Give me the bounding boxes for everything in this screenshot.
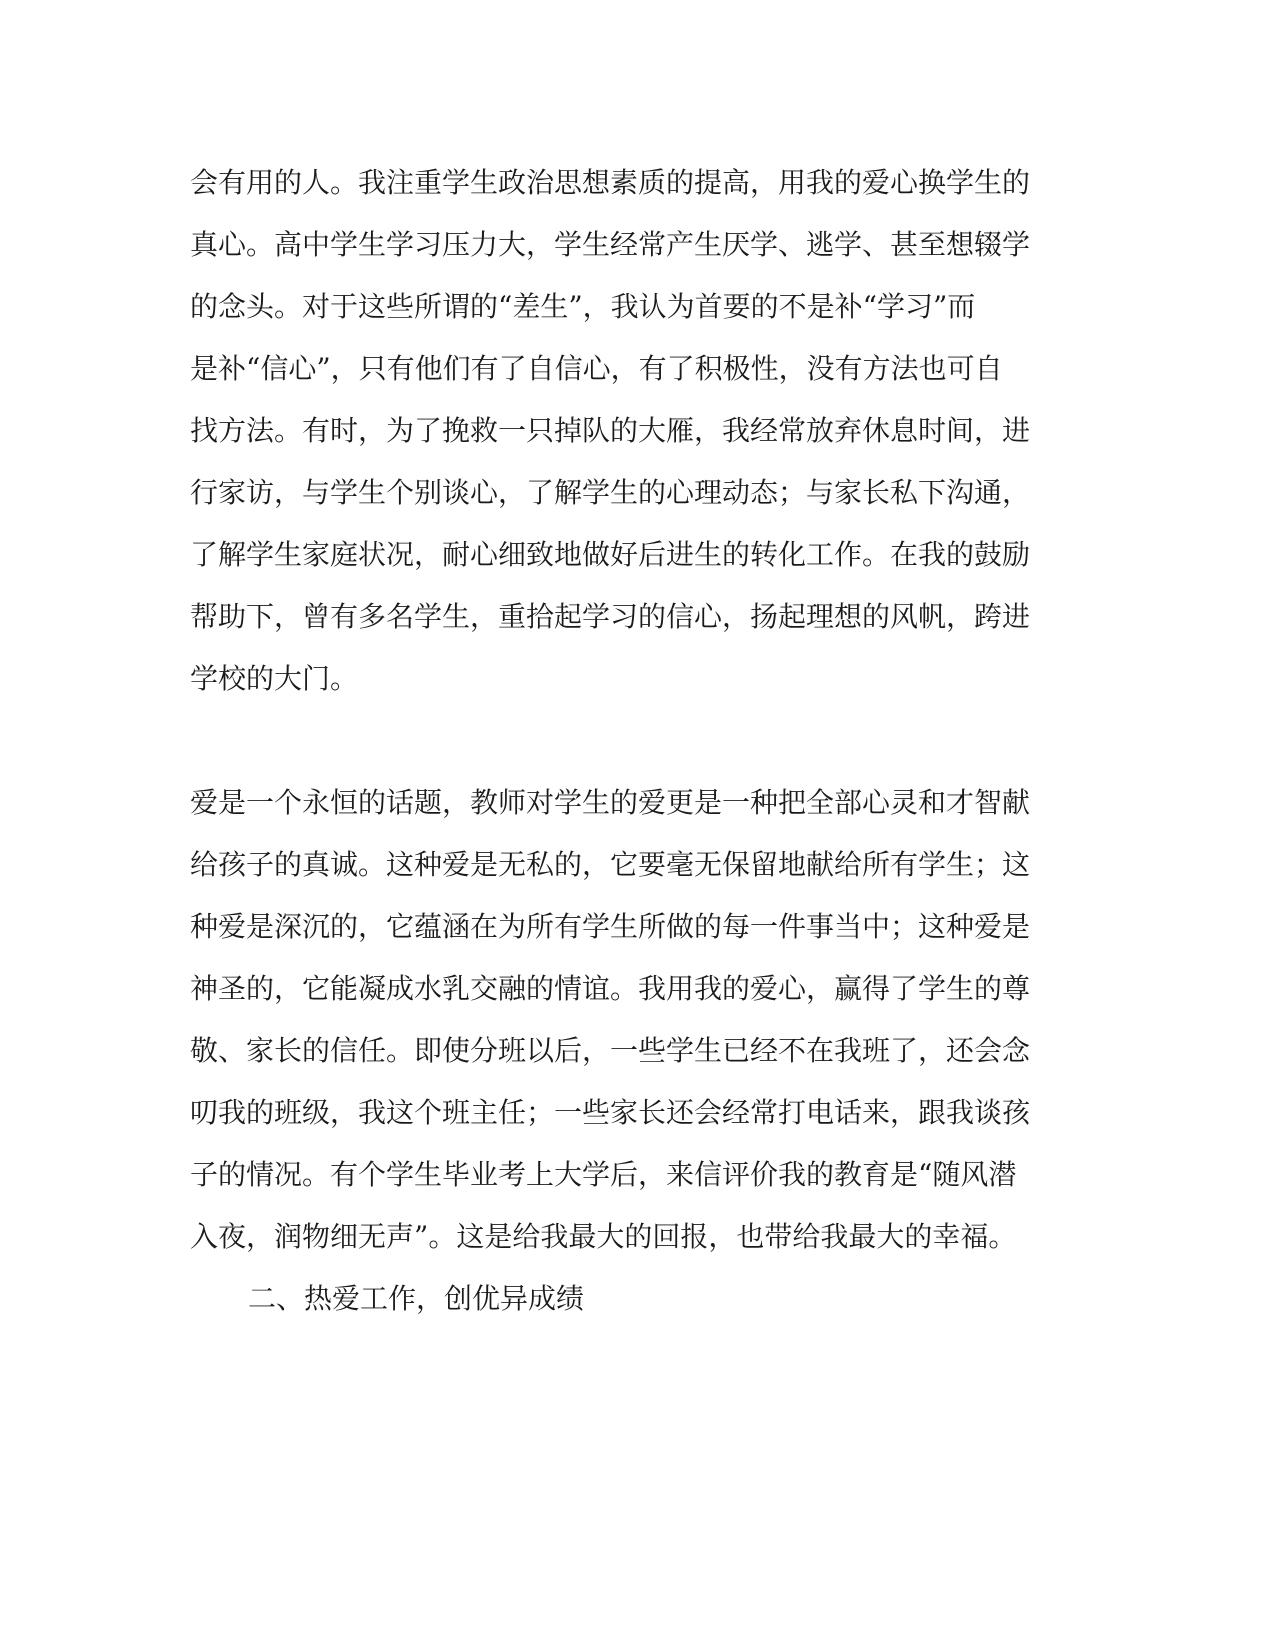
text-line: 学校的大门。 bbox=[190, 662, 359, 695]
text-line: 神圣的，它能凝成水乳交融的情谊。我用我的爱心，赢得了学生的尊 bbox=[190, 972, 1031, 1005]
text-line: 子的情况。有个学生毕业考上大学后，来信评价我的教育是“随风潜 bbox=[190, 1158, 1017, 1191]
section-heading: 二、热爱工作，创优异成绩 bbox=[248, 1282, 585, 1315]
text-line: 是补“信心”，只有他们有了自信心，有了积极性，没有方法也可自 bbox=[190, 352, 1003, 385]
text-line: 叨我的班级，我这个班主任；一些家长还会经常打电话来，跟我谈孩 bbox=[190, 1096, 1031, 1129]
text-line: 行家访，与学生个别谈心，了解学生的心理动态；与家长私下沟通， bbox=[190, 476, 1031, 509]
text-line: 种爱是深沉的，它蕴涵在为所有学生所做的每一件事当中；这种爱是 bbox=[190, 910, 1031, 943]
text-line: 帮助下，曾有多名学生，重拾起学习的信心，扬起理想的风帆，跨进 bbox=[190, 600, 1031, 633]
text-line: 找方法。有时，为了挽救一只掉队的大雁，我经常放弃休息时间，进 bbox=[190, 414, 1031, 447]
text-line: 了解学生家庭状况，耐心细致地做好后进生的转化工作。在我的鼓励 bbox=[190, 538, 1031, 571]
text-line: 敬、家长的信任。即使分班以后，一些学生已经不在我班了，还会念 bbox=[190, 1034, 1031, 1067]
text-line: 给孩子的真诚。这种爱是无私的，它要毫无保留地献给所有学生；这 bbox=[190, 848, 1031, 881]
text-line: 真心。高中学生学习压力大，学生经常产生厌学、逃学、甚至想辍学 bbox=[190, 228, 1031, 261]
text-line: 入夜，润物细无声”。这是给我最大的回报，也带给我最大的幸福。 bbox=[190, 1220, 1017, 1253]
text-line: 会有用的人。我注重学生政治思想素质的提高，用我的爱心换学生的 bbox=[190, 166, 1031, 199]
text-line: 的念头。对于这些所谓的“差生”，我认为首要的不是补“学习”而 bbox=[190, 290, 976, 323]
text-line: 爱是一个永恒的话题，教师对学生的爱更是一种把全部心灵和才智献 bbox=[190, 786, 1031, 819]
